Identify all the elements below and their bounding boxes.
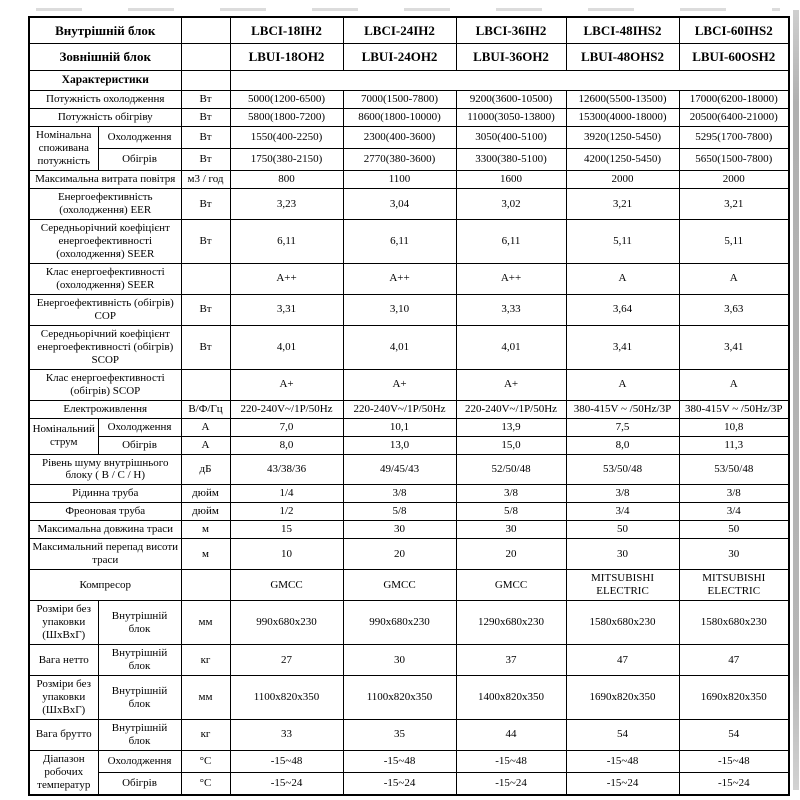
value-cell: 15,0	[456, 436, 566, 454]
value-cell: 10	[230, 539, 343, 570]
spec-row	[29, 109, 789, 127]
value-cell: 6,11	[456, 219, 566, 263]
row-label: Енергоефективність (охолодження) EER	[29, 189, 181, 220]
outdoor-model-name: LBUI-24OH2	[343, 44, 456, 70]
value-cell: -15~48	[679, 750, 789, 772]
value-cell: 5650(1500-7800)	[679, 149, 789, 171]
value-cell: 5/8	[456, 503, 566, 521]
value-cell: A+	[230, 369, 343, 400]
value-cell: 3,21	[679, 189, 789, 220]
row-sublabel: Обігрів	[98, 772, 181, 795]
value-cell: 3/8	[343, 485, 456, 503]
unit-cell-empty	[181, 17, 230, 44]
value-cell: 1580x680x230	[679, 601, 789, 645]
outdoor-unit-header-row	[29, 44, 789, 70]
row-label: Рідинна труба	[29, 485, 181, 503]
unit-cell: дюйм	[181, 503, 230, 521]
unit-cell: Вт	[181, 219, 230, 263]
value-cell: 3,04	[343, 189, 456, 220]
value-cell: 43/38/36	[230, 454, 343, 485]
spec-row	[29, 485, 789, 503]
value-cell: 37	[456, 645, 566, 676]
value-cell: 53/50/48	[566, 454, 679, 485]
value-cell: 3,41	[679, 325, 789, 369]
row-label: Клас енергоефективності (охолодження) SEER	[29, 263, 181, 294]
characteristics-label: Характеристики	[29, 70, 181, 91]
spec-row	[29, 454, 789, 485]
value-cell: 1290x680x230	[456, 601, 566, 645]
unit-cell: м	[181, 539, 230, 570]
value-cell: 3300(380-5100)	[456, 149, 566, 171]
value-cell: 2000	[566, 171, 679, 189]
value-cell: 44	[456, 719, 566, 750]
value-cell: 11000(3050-13800)	[456, 109, 566, 127]
value-cell: 30	[456, 521, 566, 539]
value-cell: 220-240V~/1P/50Hz	[230, 400, 343, 418]
value-cell: 9200(3600-10500)	[456, 91, 566, 109]
indoor-model-name: LBCI-60IHS2	[679, 17, 789, 44]
spec-row	[29, 400, 789, 418]
value-cell: 1400x820x350	[456, 676, 566, 720]
value-cell: A	[566, 369, 679, 400]
spec-row	[29, 570, 789, 601]
row-label: Розміри без упаковки (ШхВхГ)	[29, 676, 98, 720]
value-cell: 30	[343, 645, 456, 676]
outdoor-model-name: LBUI-18OH2	[230, 44, 343, 70]
unit-cell: Вт	[181, 109, 230, 127]
row-sublabel: Охолодження	[98, 418, 181, 436]
value-cell: 7,5	[566, 418, 679, 436]
unit-cell: °C	[181, 750, 230, 772]
indoor-model-name: LBCI-18IH2	[230, 17, 343, 44]
value-cell: 3050(400-5100)	[456, 127, 566, 149]
spec-row	[29, 91, 789, 109]
indoor-model-name: LBCI-24IH2	[343, 17, 456, 44]
spec-row	[29, 219, 789, 263]
value-cell: 1100	[343, 171, 456, 189]
characteristics-section-row	[29, 70, 789, 91]
value-cell: A	[679, 369, 789, 400]
value-cell: -15~48	[343, 750, 456, 772]
value-cell: 5000(1200-6500)	[230, 91, 343, 109]
indoor-unit-header-row	[29, 17, 789, 44]
value-cell: 50	[679, 521, 789, 539]
spec-row	[29, 127, 789, 149]
value-cell: GMCC	[230, 570, 343, 601]
unit-cell: Вт	[181, 189, 230, 220]
value-cell: 2770(380-3600)	[343, 149, 456, 171]
unit-cell: м3 / год	[181, 171, 230, 189]
row-label: Енергоефективність (обігрів) COP	[29, 294, 181, 325]
indoor-model-name: LBCI-36IH2	[456, 17, 566, 44]
value-cell: 3/8	[456, 485, 566, 503]
value-cell: 1600	[456, 171, 566, 189]
value-cell: 3,64	[566, 294, 679, 325]
value-cell: 49/45/43	[343, 454, 456, 485]
row-label: Вага брутто	[29, 719, 98, 750]
unit-cell: мм	[181, 601, 230, 645]
value-cell: 7,0	[230, 418, 343, 436]
outdoor-model-name: LBUI-48OHS2	[566, 44, 679, 70]
value-cell: 20	[343, 539, 456, 570]
value-cell: 3,63	[679, 294, 789, 325]
value-cell: 5800(1800-7200)	[230, 109, 343, 127]
value-cell: 3,21	[566, 189, 679, 220]
spec-row	[29, 369, 789, 400]
value-cell: A+	[343, 369, 456, 400]
value-cell: 52/50/48	[456, 454, 566, 485]
row-sublabel: Охолодження	[98, 750, 181, 772]
unit-cell: м	[181, 521, 230, 539]
value-cell: 13,0	[343, 436, 456, 454]
value-cell: 7000(1500-7800)	[343, 91, 456, 109]
value-cell: 3/8	[679, 485, 789, 503]
value-cell: 3/4	[566, 503, 679, 521]
value-cell: 13,9	[456, 418, 566, 436]
row-sublabel: Охолодження	[98, 127, 181, 149]
row-label: Вага нетто	[29, 645, 98, 676]
outdoor-unit-label: Зовнішній блок	[29, 44, 181, 70]
unit-cell: дюйм	[181, 485, 230, 503]
spec-row	[29, 676, 789, 720]
value-cell: 4200(1250-5450)	[566, 149, 679, 171]
value-cell: 35	[343, 719, 456, 750]
row-label: Компресор	[29, 570, 181, 601]
value-cell: 3,10	[343, 294, 456, 325]
value-cell: 2000	[679, 171, 789, 189]
scan-shadow-right	[793, 10, 799, 790]
row-label: Середньорічний коефіцієнт енергоефективності (обігрів) SCOP	[29, 325, 181, 369]
row-label: Рівень шуму внутрішнього блоку ( В / С / Н)	[29, 454, 181, 485]
value-cell: 53/50/48	[679, 454, 789, 485]
value-cell: 10,8	[679, 418, 789, 436]
indoor-model-name: LBCI-48IHS2	[566, 17, 679, 44]
unit-cell: кг	[181, 719, 230, 750]
value-cell: 1580x680x230	[566, 601, 679, 645]
row-sublabel: Обігрів	[98, 149, 181, 171]
value-cell: -15~48	[566, 750, 679, 772]
value-cell: 27	[230, 645, 343, 676]
row-label: Діапазон робочих температур	[29, 750, 98, 794]
value-cell: 20500(6400-21000)	[679, 109, 789, 127]
value-cell: 1550(400-2250)	[230, 127, 343, 149]
value-cell: 4,01	[456, 325, 566, 369]
row-label: Максимальний перепад висоти траси	[29, 539, 181, 570]
value-cell: MITSUBISHI ELECTRIC	[679, 570, 789, 601]
value-cell: 30	[566, 539, 679, 570]
value-cell: A++	[456, 263, 566, 294]
value-cell: 10,1	[343, 418, 456, 436]
unit-cell-empty	[181, 70, 230, 91]
value-cell: 54	[566, 719, 679, 750]
unit-cell	[181, 570, 230, 601]
outdoor-model-name: LBUI-36OH2	[456, 44, 566, 70]
value-cell: -15~24	[343, 772, 456, 795]
spec-row	[29, 601, 789, 645]
value-cell: 3,31	[230, 294, 343, 325]
value-cell: 380-415V ~ /50Hz/3P	[679, 400, 789, 418]
spec-row	[29, 719, 789, 750]
value-cell: 3/4	[679, 503, 789, 521]
value-cell: 3,23	[230, 189, 343, 220]
value-cell: 220-240V~/1P/50Hz	[456, 400, 566, 418]
value-cell: 3,02	[456, 189, 566, 220]
spec-sheet	[28, 16, 790, 796]
value-cell: GMCC	[343, 570, 456, 601]
unit-cell: Вт	[181, 149, 230, 171]
value-cell: 8,0	[566, 436, 679, 454]
value-cell: 220-240V~/1P/50Hz	[343, 400, 456, 418]
value-cell: 3,33	[456, 294, 566, 325]
value-cell: 8600(1800-10000)	[343, 109, 456, 127]
row-label: Електроживлення	[29, 400, 181, 418]
value-cell: 4,01	[343, 325, 456, 369]
value-cell: -15~24	[230, 772, 343, 795]
value-cell: 5,11	[566, 219, 679, 263]
spec-row	[29, 436, 789, 454]
spec-row	[29, 263, 789, 294]
spec-row	[29, 750, 789, 772]
outdoor-model-name: LBUI-60OSH2	[679, 44, 789, 70]
row-label: Номінальна споживана потужність	[29, 127, 98, 171]
spec-row	[29, 189, 789, 220]
unit-cell: Вт	[181, 325, 230, 369]
value-cell: 15	[230, 521, 343, 539]
unit-cell: А	[181, 436, 230, 454]
value-cell: 5,11	[679, 219, 789, 263]
value-cell: 6,11	[230, 219, 343, 263]
unit-cell: Вт	[181, 294, 230, 325]
spec-row	[29, 521, 789, 539]
value-cell: 3920(1250-5450)	[566, 127, 679, 149]
unit-cell	[181, 263, 230, 294]
spec-row	[29, 294, 789, 325]
value-cell: 50	[566, 521, 679, 539]
value-cell: 12600(5500-13500)	[566, 91, 679, 109]
spec-table	[28, 16, 790, 796]
value-cell: 1100x820x350	[230, 676, 343, 720]
value-cell: A	[566, 263, 679, 294]
value-cell: 54	[679, 719, 789, 750]
value-cell: 380-415V ~ /50Hz/3P	[566, 400, 679, 418]
value-cell: 30	[343, 521, 456, 539]
value-cell: 1/2	[230, 503, 343, 521]
spec-row	[29, 503, 789, 521]
value-cell: -15~24	[456, 772, 566, 795]
value-cell: -15~48	[456, 750, 566, 772]
value-cell: 5/8	[343, 503, 456, 521]
value-cell: 47	[679, 645, 789, 676]
spec-row	[29, 539, 789, 570]
section-spacer-cell	[230, 70, 789, 91]
unit-cell: А	[181, 418, 230, 436]
value-cell: 990x680x230	[230, 601, 343, 645]
scan-artifact-top	[36, 8, 780, 11]
value-cell: 33	[230, 719, 343, 750]
value-cell: 1100x820x350	[343, 676, 456, 720]
value-cell: 6,11	[343, 219, 456, 263]
value-cell: GMCC	[456, 570, 566, 601]
spec-row	[29, 418, 789, 436]
value-cell: -15~48	[230, 750, 343, 772]
unit-cell: дБ	[181, 454, 230, 485]
value-cell: 8,0	[230, 436, 343, 454]
value-cell: A+	[456, 369, 566, 400]
row-label: Потужність охолодження	[29, 91, 181, 109]
spec-row	[29, 772, 789, 795]
value-cell: 1/4	[230, 485, 343, 503]
spec-row	[29, 149, 789, 171]
row-label: Середньорічний коефіцієнт енергоефективності (охолодження) SEER	[29, 219, 181, 263]
indoor-unit-label: Внутрішній блок	[29, 17, 181, 44]
value-cell: 3/8	[566, 485, 679, 503]
row-sublabel: Внутрішній блок	[98, 601, 181, 645]
row-label: Максимальна довжина траси	[29, 521, 181, 539]
row-label: Потужність обігріву	[29, 109, 181, 127]
unit-cell: мм	[181, 676, 230, 720]
value-cell: A++	[230, 263, 343, 294]
value-cell: A	[679, 263, 789, 294]
value-cell: 15300(4000-18000)	[566, 109, 679, 127]
row-sublabel: Внутрішній блок	[98, 645, 181, 676]
row-label: Максимальна витрата повітря	[29, 171, 181, 189]
value-cell: 47	[566, 645, 679, 676]
value-cell: 11,3	[679, 436, 789, 454]
unit-cell: В/Ф/Гц	[181, 400, 230, 418]
spec-row	[29, 171, 789, 189]
value-cell: A++	[343, 263, 456, 294]
unit-cell	[181, 369, 230, 400]
row-label: Клас енергоефективності (обігрів) SCOP	[29, 369, 181, 400]
spec-row	[29, 645, 789, 676]
value-cell: MITSUBISHI ELECTRIC	[566, 570, 679, 601]
value-cell: 20	[456, 539, 566, 570]
value-cell: 2300(400-3600)	[343, 127, 456, 149]
value-cell: 3,41	[566, 325, 679, 369]
unit-cell: Вт	[181, 127, 230, 149]
value-cell: 1690x820x350	[679, 676, 789, 720]
value-cell: -15~24	[679, 772, 789, 795]
value-cell: 4,01	[230, 325, 343, 369]
row-label: Номінальний струм	[29, 418, 98, 454]
value-cell: 1690x820x350	[566, 676, 679, 720]
value-cell: 17000(6200-18000)	[679, 91, 789, 109]
value-cell: 5295(1700-7800)	[679, 127, 789, 149]
value-cell: -15~24	[566, 772, 679, 795]
spec-row	[29, 325, 789, 369]
value-cell: 30	[679, 539, 789, 570]
row-sublabel: Внутрішній блок	[98, 719, 181, 750]
unit-cell: кг	[181, 645, 230, 676]
unit-cell: °C	[181, 772, 230, 795]
value-cell: 990x680x230	[343, 601, 456, 645]
row-label: Фреоновая труба	[29, 503, 181, 521]
value-cell: 1750(380-2150)	[230, 149, 343, 171]
unit-cell: Вт	[181, 91, 230, 109]
row-sublabel: Обігрів	[98, 436, 181, 454]
row-sublabel: Внутрішній блок	[98, 676, 181, 720]
row-label: Розміри без упаковки (ШхВхГ)	[29, 601, 98, 645]
value-cell: 800	[230, 171, 343, 189]
unit-cell-empty	[181, 44, 230, 70]
